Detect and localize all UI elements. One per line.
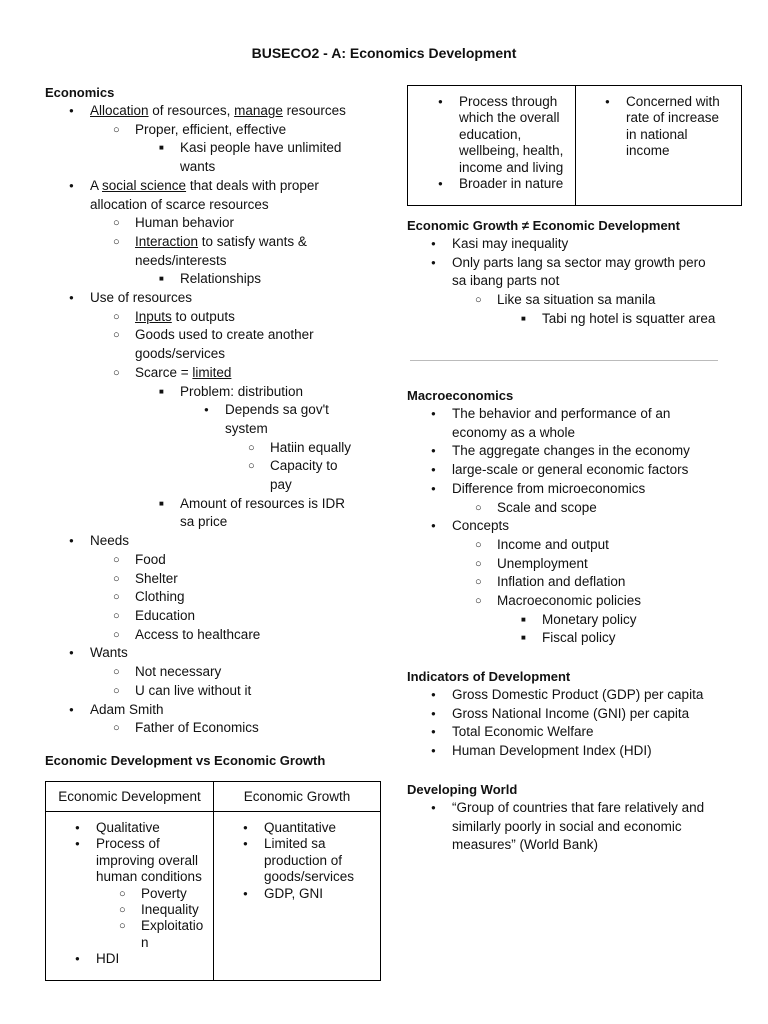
list-text: to satisfy wants & bbox=[198, 233, 307, 249]
developing-heading: Developing World bbox=[407, 782, 518, 797]
list-item: ● Human Development Index (HDI) bbox=[452, 742, 725, 761]
table-header: Economic Growth bbox=[214, 782, 381, 812]
list-item: ● Process through bbox=[459, 94, 575, 110]
list-item-continued: production of bbox=[264, 852, 343, 868]
list-item: ○ Poverty bbox=[141, 886, 213, 902]
list-item: ● Concepts bbox=[452, 517, 725, 536]
list-item: ● Broader in nature bbox=[459, 176, 575, 192]
economics-list bbox=[45, 102, 365, 738]
list-item: ○ Inequality bbox=[141, 902, 213, 918]
list-item-continued: income bbox=[626, 143, 670, 159]
list-item-continued: income and living bbox=[459, 159, 564, 175]
list-item-continued: wants bbox=[180, 159, 216, 175]
table-cell bbox=[576, 86, 742, 206]
list-item bbox=[90, 102, 365, 121]
list-item-continued: which the overall bbox=[459, 110, 560, 126]
list-item: ■ Problem: distribution bbox=[180, 383, 365, 402]
limited-text: limited bbox=[192, 364, 232, 380]
list-item-continued: human conditions bbox=[96, 869, 202, 885]
interaction-text: Interaction bbox=[135, 233, 199, 249]
list-item: ○ Access to healthcare bbox=[135, 626, 365, 645]
list-item: ○ Inflation and deflation bbox=[497, 573, 725, 592]
list-item: ● Kasi may inequality bbox=[452, 235, 725, 254]
list-item: ● Quantitative bbox=[264, 820, 380, 836]
list-item-continued: similarly poorly in social and economic bbox=[452, 818, 682, 834]
list-text: A bbox=[90, 177, 103, 193]
list-item: ○ Proper, efficient, effective bbox=[135, 121, 365, 140]
list-item-continued: sa ibang parts not bbox=[452, 273, 560, 289]
list-item: ● The behavior and performance of an bbox=[452, 405, 725, 424]
list-item: ○ Scale and scope bbox=[497, 499, 725, 518]
list-item-continued: n bbox=[141, 934, 149, 950]
list-item: ○ Father of Economics bbox=[135, 719, 365, 738]
list-item: ■ Fiscal policy bbox=[542, 629, 725, 648]
manage-text: manage bbox=[234, 103, 283, 118]
list-item bbox=[135, 308, 365, 327]
list-item: ● large-scale or general economic factors bbox=[452, 461, 725, 480]
list-item bbox=[90, 177, 365, 196]
comparison-heading: Economic Development vs Economic Growth bbox=[45, 752, 326, 768]
list-item: ■ Tabi ng hotel is squatter area bbox=[542, 310, 725, 329]
list-item: ● Needs bbox=[90, 532, 365, 551]
list-item: ○ Capacity to bbox=[270, 457, 365, 476]
list-item: ● Process of bbox=[96, 836, 213, 852]
list-item: ■ Relationships bbox=[180, 270, 365, 289]
list-item: ○ Like sa situation sa manila bbox=[497, 291, 725, 310]
list-item: ○ Goods used to create another bbox=[135, 326, 365, 345]
list-item: ● Qualitative bbox=[96, 820, 213, 836]
list-item: ● Limited sa bbox=[264, 836, 380, 852]
list-item-continued: goods/services bbox=[264, 869, 355, 885]
list-item: ■ Monetary policy bbox=[542, 611, 725, 630]
comparison-table bbox=[45, 781, 381, 981]
list-text: of resources, bbox=[148, 103, 235, 118]
list-item: ● Wants bbox=[90, 644, 365, 663]
list-text: that deals with proper bbox=[186, 177, 319, 193]
list-item: ● Adam Smith bbox=[90, 701, 365, 720]
list-item: ○ U can live without it bbox=[135, 682, 365, 701]
table-cell bbox=[46, 812, 214, 981]
list-item: ● “Group of countries that fare relatively and bbox=[452, 799, 725, 818]
table-header: Economic Development bbox=[46, 782, 214, 812]
inputs-text: Inputs bbox=[135, 308, 172, 324]
developing-world-section bbox=[407, 781, 725, 855]
list-item: ● Only parts lang sa sector may growth pero bbox=[452, 254, 725, 273]
list-item: ○ Food bbox=[135, 551, 365, 570]
list-item: ○ Unemployment bbox=[497, 555, 725, 574]
page-title: BUSECO2 - A: Economics Development bbox=[251, 45, 517, 61]
list-item bbox=[135, 233, 365, 252]
macroeconomics-section bbox=[407, 387, 725, 648]
list-text: resources bbox=[282, 103, 346, 118]
list-item: ● Gross National Income (GNI) per capita bbox=[452, 705, 725, 724]
list-item: ● Gross Domestic Product (GDP) per capita bbox=[452, 686, 725, 705]
indicators-heading: Indicators of Development bbox=[407, 669, 571, 684]
list-item: ● Concerned with bbox=[626, 94, 741, 110]
list-item-continued: in national bbox=[626, 126, 688, 142]
growth-neq-heading: Economic Growth ≠ Economic Development bbox=[407, 218, 680, 233]
list-item-continued: needs/interests bbox=[135, 252, 227, 268]
macro-heading: Macroeconomics bbox=[407, 388, 514, 403]
list-item-continued: system bbox=[225, 420, 268, 436]
list-item: ● Depends sa gov't bbox=[225, 401, 365, 420]
allocation-text: Allocation bbox=[90, 103, 149, 118]
table-cell bbox=[214, 812, 381, 981]
list-item: ● Total Economic Welfare bbox=[452, 723, 725, 742]
list-item: ○ Shelter bbox=[135, 570, 365, 589]
list-item-continued: goods/services bbox=[135, 346, 226, 362]
list-item-continued: allocation of scarce resources bbox=[90, 196, 269, 212]
list-text: Scarce = bbox=[135, 364, 193, 380]
list-item-continued: pay bbox=[270, 477, 292, 493]
list-item-continued: measures” (World Bank) bbox=[452, 837, 599, 853]
list-item-continued: economy as a whole bbox=[452, 424, 576, 440]
list-item: ○ Not necessary bbox=[135, 663, 365, 682]
list-item bbox=[135, 364, 365, 383]
list-item: ● Use of resources bbox=[90, 289, 365, 308]
list-item-continued: education, bbox=[459, 126, 522, 142]
list-item: ○ Exploitatio bbox=[141, 918, 213, 934]
list-item: ○ Hatiin equally bbox=[270, 439, 365, 458]
list-item: ● Difference from microeconomics bbox=[452, 480, 725, 499]
list-item: ○ Macroeconomic policies bbox=[497, 592, 725, 611]
list-item: ■ Kasi people have unlimited bbox=[180, 139, 365, 158]
indicators-section bbox=[407, 668, 725, 761]
list-item-continued: rate of increase bbox=[626, 110, 720, 126]
list-item-continued: sa price bbox=[180, 514, 228, 530]
social-science-text: social science bbox=[102, 177, 187, 193]
comparison-table-continued bbox=[407, 85, 742, 206]
list-item: ■ Amount of resources is IDR bbox=[180, 495, 365, 514]
list-item: ● HDI bbox=[96, 951, 213, 967]
left-column bbox=[45, 84, 365, 770]
list-item: ● The aggregate changes in the economy bbox=[452, 442, 725, 461]
economics-heading: Economics bbox=[45, 85, 115, 100]
divider bbox=[410, 360, 718, 361]
list-item: ● GDP, GNI bbox=[264, 886, 380, 902]
list-item: ○ Clothing bbox=[135, 588, 365, 607]
list-item-continued: wellbeing, health, bbox=[459, 143, 564, 159]
list-item: ○ Human behavior bbox=[135, 214, 365, 233]
list-text: to outputs bbox=[171, 308, 235, 324]
list-item: ○ Education bbox=[135, 607, 365, 626]
growth-vs-development-section bbox=[407, 217, 725, 329]
list-item: ○ Income and output bbox=[497, 536, 725, 555]
list-item-continued: improving overall bbox=[96, 852, 199, 868]
table-cell bbox=[408, 86, 576, 206]
